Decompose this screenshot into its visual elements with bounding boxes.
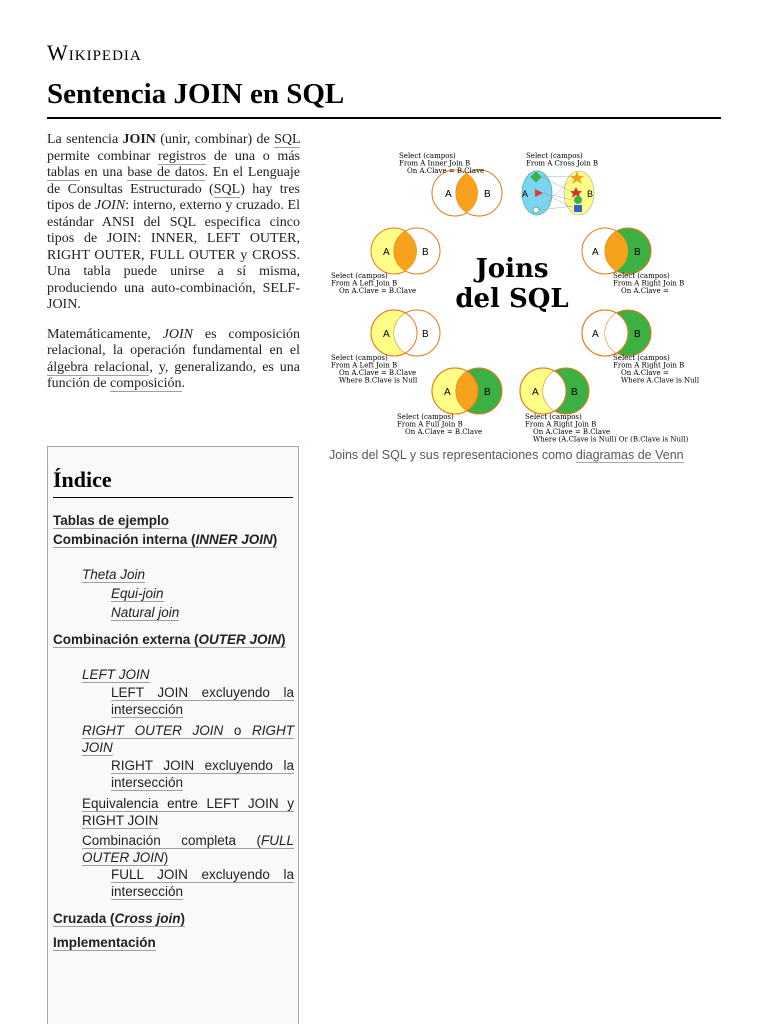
toc-item-label — [111, 685, 294, 718]
sql-line-left-excl: Select (campos) — [331, 354, 388, 362]
sql-line-full-excl: Select (campos) — [525, 413, 582, 421]
toc-heading: Índice — [53, 467, 293, 498]
link-composicion[interactable]: composición — [109, 376, 182, 391]
text-run: LEFT JOIN excluyendo la intersección — [111, 685, 294, 717]
sql-line-right-excl: Where A.Clave is Null — [621, 376, 700, 385]
venn-label-a: A — [592, 247, 599, 258]
toc-item-tablas-de-ejemplo[interactable] — [53, 513, 293, 530]
toc-item-label — [111, 758, 294, 791]
text-run: Tablas de ejemplo — [53, 513, 170, 528]
wikipedia-logo[interactable]: Wikipedia — [47, 40, 142, 65]
venn-label-a: A — [445, 189, 452, 200]
venn-label-a: A — [444, 387, 451, 398]
caption-text: Joins del SQL y sus representaciones como — [329, 448, 576, 462]
toc-item-combinacion-interna-inner-join[interactable] — [53, 532, 293, 549]
venn-label-a: A — [383, 247, 390, 258]
toc-item-cruzada-cross-join[interactable] — [53, 911, 293, 928]
venn-label-b: B — [422, 247, 429, 258]
toc-item-combinacion-externa-outer-join[interactable] — [53, 632, 293, 649]
toc-item-left-join-excluyendo-la-interseccion[interactable] — [111, 685, 294, 718]
link-registros[interactable]: registros — [158, 148, 207, 164]
italic-text: LEFT JOIN — [82, 667, 150, 682]
toc-item-label — [111, 867, 294, 900]
venn-label-b: B — [587, 189, 594, 199]
toc-item-label — [82, 796, 294, 829]
italic-text: Natural join — [111, 605, 180, 620]
text-run: : interno, externo y cruzado. El estándar ANSI del SQL especifica cinco tipos de JOIN: INNER, LEFT OUTER, RIGHT OUTER, FULL OUTER y CROSS. Una tabla puede unirse a sí misma, produciendo una auto-combinación, SELF-JOIN. — [47, 198, 300, 312]
sql-line-inner: On A.Clave = B.Clave — [407, 167, 485, 175]
venn-label-a: A — [383, 329, 390, 340]
sql-line-left: Select (campos) — [331, 272, 388, 280]
text-run: Matemáticamente, — [47, 326, 163, 342]
text-run: de una o más — [206, 148, 300, 164]
italic-text: Cross join — [114, 911, 181, 926]
text-run: permite combinar — [47, 148, 159, 164]
link-algebra-relacional[interactable]: álgebra relacional — [47, 359, 150, 375]
venn-label-a: A — [592, 329, 599, 340]
toc-item-right-outer-join-o-right-join[interactable] — [82, 723, 294, 756]
sql-line-right: Select (campos) — [613, 272, 670, 280]
toc-item-natural-join[interactable] — [111, 605, 294, 622]
left-join-diagram — [371, 228, 440, 274]
text-run: , y, generalizando, es una función de — [47, 359, 300, 391]
italic-text: OUTER JOIN — [198, 632, 282, 647]
text-run: en una — [79, 165, 128, 180]
bold-text: JOIN — [122, 132, 156, 147]
venn-label-b: B — [634, 329, 641, 340]
text-run: ) — [180, 911, 186, 926]
text-run: Equivalencia entre LEFT JOIN y RIGHT JOIN — [82, 796, 294, 828]
italic-text: Equi-join — [111, 586, 164, 601]
link-tablas[interactable]: tablas — [47, 165, 80, 180]
sql-line-full: On A.Clave = B.Clave — [405, 428, 483, 436]
italic-text: RIGHT JOIN — [82, 723, 295, 755]
sql-line-right: On A.Clave = — [621, 287, 669, 295]
link-sql[interactable]: SQL — [274, 132, 300, 147]
figure-title-line-1: Joins — [475, 254, 549, 284]
italic-text: JOIN — [94, 198, 126, 213]
sql-line-right-excl: From A Right Join B — [613, 361, 685, 370]
toc-item-label — [53, 911, 185, 927]
text-run: Cruzada ( — [53, 911, 115, 926]
toc-item-label — [111, 586, 164, 602]
toc-item-equi-join[interactable] — [111, 586, 294, 603]
sql-line-left-excl: Where B.Clave is Null — [339, 376, 418, 385]
toc-item-left-join[interactable] — [82, 667, 294, 684]
text-run: ) — [272, 532, 278, 547]
article-intro — [47, 132, 300, 406]
sql-line-right: From A Right Join B — [613, 279, 685, 288]
full-join-diagram — [432, 368, 502, 414]
toc-item-label — [82, 567, 145, 583]
left-join-excluding-diagram — [371, 310, 440, 356]
toc-item-full-join-excluyendo-la-interseccion[interactable] — [111, 867, 294, 900]
venn-label-b: B — [484, 189, 491, 200]
text-run: ) — [281, 632, 286, 647]
venn-joins-figure — [329, 140, 721, 452]
figure-title-line-2: del SQL — [455, 284, 569, 314]
sql-line-full: Select (campos) — [397, 413, 454, 421]
toc-item-theta-join[interactable] — [82, 567, 294, 584]
text-run: ) hay tres tipos de — [47, 181, 301, 213]
text-run: (unir, combinar) de — [155, 132, 275, 147]
toc-item-label — [82, 723, 294, 756]
text-run: Combinación interna ( — [53, 532, 196, 547]
text-run: La sentencia — [47, 132, 123, 147]
intro-paragraph-1 — [47, 132, 300, 314]
sql-line-full-excl: Where (A.Clave is Null) Or (B.Clave is Null) — [533, 435, 689, 444]
toc-item-label — [111, 605, 179, 621]
venn-label-b: B — [484, 387, 491, 398]
title-divider — [47, 117, 721, 119]
caption-link-venn-diagrams[interactable]: diagramas de Venn — [575, 448, 684, 462]
sql-line-left: On A.Clave = B.Clave — [339, 287, 417, 295]
text-run: RIGHT JOIN excluyendo la intersección — [111, 758, 294, 790]
sql-line-inner: From A Inner Join B — [399, 159, 471, 168]
link-sql[interactable]: SQL — [213, 181, 241, 197]
text-run: FULL JOIN excluyendo la intersección — [111, 867, 294, 899]
italic-text: JOIN — [162, 326, 193, 342]
toc-item-label — [53, 935, 156, 951]
figure-caption — [329, 448, 684, 462]
sql-line-full-excl: From A Right Join B — [525, 420, 597, 429]
text-run: . En el Lenguaje de Consultas Estructurado ( — [47, 165, 300, 197]
text-run: ) — [163, 849, 169, 865]
text-run: Combinación externa ( — [53, 632, 199, 647]
sql-line-left-excl: On A.Clave = B.Clave — [339, 369, 417, 377]
sql-line-cross: Select (campos) — [526, 152, 583, 160]
right-join-diagram — [582, 228, 651, 274]
venn-label-a: A — [522, 189, 529, 199]
page-title: Sentencia JOIN en SQL — [47, 78, 345, 110]
text-run: . — [181, 376, 186, 391]
text-run: es composición relacional, la operación fundamental en el — [47, 326, 300, 358]
table-of-contents — [47, 446, 299, 1024]
right-join-excluding-diagram — [582, 310, 651, 356]
text-run: Combinación completa ( — [82, 833, 261, 848]
sql-line-inner: Select (campos) — [399, 152, 456, 160]
sql-line-right-excl: On A.Clave = — [621, 369, 669, 377]
intro-paragraph-2 — [47, 327, 300, 393]
venn-label-b: B — [571, 387, 578, 398]
venn-label-b: B — [634, 247, 641, 258]
toc-item-label — [53, 532, 277, 548]
venn-label-a: A — [532, 387, 539, 398]
sql-line-full: From A Full Join B — [397, 420, 463, 429]
toc-item-label — [82, 833, 294, 866]
italic-text: INNER JOIN — [195, 532, 273, 547]
full-join-excluding-diagram — [520, 368, 589, 414]
text-run: Implementación — [53, 935, 156, 950]
venn-label-b: B — [422, 329, 429, 340]
sql-line-left: From A Left Join B — [331, 279, 398, 288]
sql-line-right-excl: Select (campos) — [613, 354, 670, 362]
toc-item-label — [82, 667, 150, 683]
toc-item-implementacion[interactable] — [53, 935, 293, 952]
sql-line-left-excl: From A Left Join B — [331, 361, 398, 370]
text-run: o — [223, 723, 253, 738]
sql-line-full-excl: On A.Clave = B.Clave — [533, 428, 611, 436]
toc-item-combinacion-completa-full-outer-join[interactable] — [82, 833, 294, 866]
toc-item-label — [53, 513, 169, 529]
sql-line-cross: From A Cross Join B — [526, 159, 599, 168]
toc-item-label — [53, 632, 286, 648]
italic-text: Theta Join — [82, 567, 146, 582]
toc-item-equivalencia-entre-left-join-y-right-join[interactable] — [82, 796, 294, 829]
link-base-de-datos[interactable]: base de datos — [127, 165, 205, 180]
italic-text: FULL OUTER JOIN — [82, 833, 294, 865]
inner-join-diagram — [432, 170, 502, 216]
italic-text: RIGHT OUTER JOIN — [82, 723, 224, 738]
toc-item-right-join-excluyendo-la-interseccion[interactable] — [111, 758, 294, 791]
cross-join-diagram — [522, 171, 594, 215]
